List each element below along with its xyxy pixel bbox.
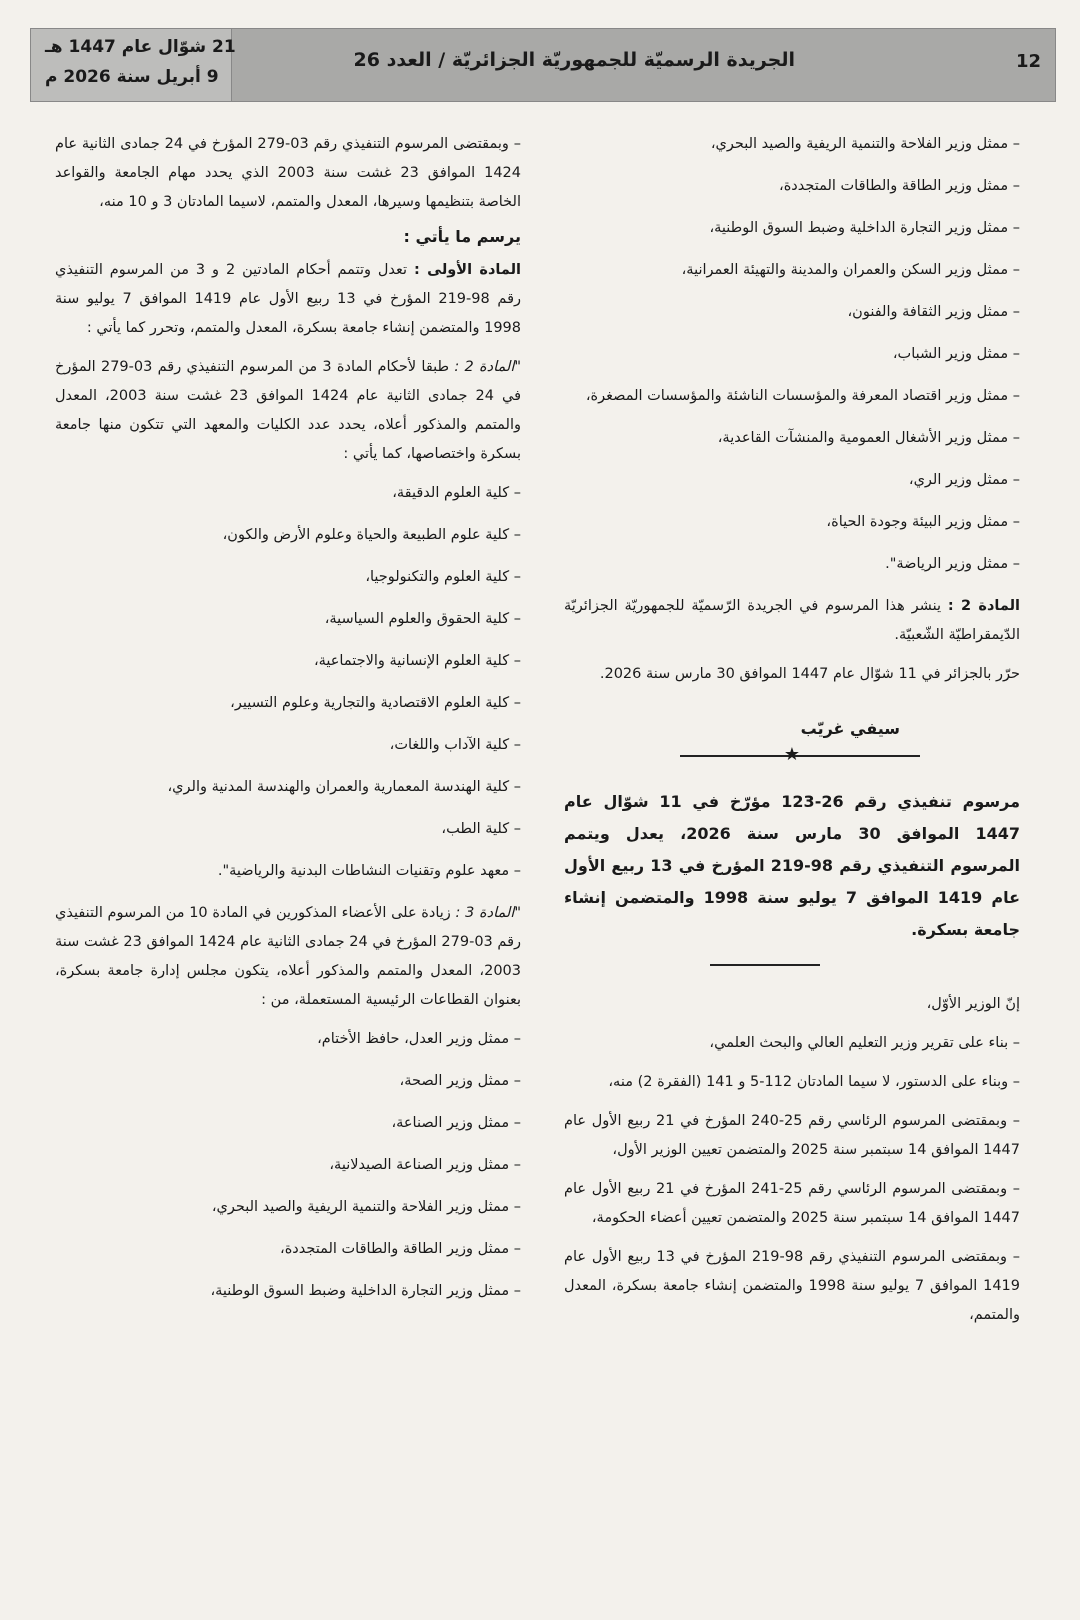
- star-separator: [564, 744, 1020, 768]
- list-item: – ممثل وزير الثقافة والفنون،: [564, 298, 1020, 327]
- separator-line: [680, 755, 920, 757]
- decree-title: مرسوم تنفيذي رقم 26-123 مؤرّخ في 11 شوّال عام 1447 الموافق 30 مارس سنة 2026، يعدل ويتمم المرسوم التنفيذي رقم 98-219 المؤرخ في 13 ربيع الأول عام 1419 الموافق 7 يوليو سنة 1998 والمتضمن إنشاء جامعة بسكرة.: [564, 792, 1021, 939]
- list-item: – ممثل وزير الرياضة".: [564, 550, 1020, 579]
- quoted-article-2: [55, 353, 521, 469]
- article-1-text: تعدل وتتمم أحكام المادتين 2 و 3 من المرسوم التنفيذي رقم 98-219 المؤرخ في 13 ربيع الأول عام 1419 الموافق 7 يوليو سنة 1998 والمتضمن إنشاء جامعة بسكرة، المعدل والمتمم، وتحرر كما يأتي :: [55, 262, 522, 336]
- list-item: – ممثل وزير البيئة وجودة الحياة،: [564, 508, 1020, 537]
- preamble-item: – وبمقتضى المرسوم الرئاسي رقم 25-240 المؤرخ في 21 ربيع الأول عام 1447 الموافق 14 سبتمبر سنة 2025 والمتضمن تعيين الوزير الأول،: [564, 1107, 1020, 1165]
- list-item: – ممثل وزير التجارة الداخلية وضبط السوق الوطنية،: [564, 214, 1020, 243]
- faculty-item: – كلية الحقوق والعلوم السياسية،: [55, 605, 521, 634]
- faculty-item: – كلية الهندسة المعمارية والعمران والهندسة المدنية والري،: [55, 773, 521, 802]
- list-item: – ممثل وزير الأشغال العمومية والمنشآت القاعدية،: [564, 424, 1020, 453]
- member-item: – ممثل وزير الطاقة والطاقات المتجددة،: [55, 1235, 521, 1264]
- left-column: [55, 130, 521, 1319]
- preamble-item: – وبمقتضى المرسوم الرئاسي رقم 25-241 المؤرخ في 21 ربيع الأول عام 1447 الموافق 14 سبتمبر سنة 2025 والمتضمن تعيين أعضاء الحكومة،: [564, 1175, 1020, 1233]
- list-item: – ممثل وزير الري،: [564, 466, 1020, 495]
- date-box: [31, 29, 236, 101]
- article-2-text: ينشر هذا المرسوم في الجريدة الرّسميّة للجمهوريّة الجزائريّة الدّيمقراطيّة الشّعبيّة.: [564, 598, 1020, 643]
- faculty-item: – كلية الطب،: [55, 815, 521, 844]
- page-number: 12: [1015, 51, 1041, 72]
- article-1: [55, 256, 521, 343]
- member-item: – ممثل وزير العدل، حافظ الأختام،: [55, 1025, 521, 1054]
- preamble-item: – وبناء على الدستور، لا سيما المادتان 112-5 و 141 (الفقرة 2) منه،: [564, 1068, 1020, 1097]
- list-item: – ممثل وزير اقتصاد المعرفة والمؤسسات الناشئة والمؤسسات المصغرة،: [564, 382, 1020, 411]
- faculty-item: – معهد علوم وتقنيات النشاطات البدنية والرياضية".: [55, 857, 521, 886]
- list-item: – ممثل وزير الطاقة والطاقات المتجددة،: [564, 172, 1020, 201]
- preamble-item: – وبمقتضى المرسوم التنفيذي رقم 98-219 المؤرخ في 13 ربيع الأول عام 1419 الموافق 7 يوليو سنة 1998 والمتضمن إنشاء جامعة بسكرة، المعدل والمتمم،: [564, 1243, 1020, 1330]
- divider: [710, 964, 820, 966]
- date-gregorian: 9 أبريل سنة 2026 م: [45, 67, 219, 87]
- quoted-article-2-text: طبقا لأحكام المادة 3 من المرسوم التنفيذي رقم 03-279 المؤرخ في 24 جمادى الثانية عام 1424 الموافق 23 غشت سنة 2003، المعدل والمتمم والمذكور أعلاه، يحدد عدد الكليات والمعهد التي تتكون منها جامعة بسكرة واختصاصها، كما يأتي :: [55, 359, 522, 462]
- faculty-item: – كلية الآداب واللغات،: [55, 731, 521, 760]
- gazette-title: الجريدة الرسميّة للجمهوريّة الجزائريّة / العدد 26: [353, 49, 795, 71]
- article-2-label: المادة 2 :: [947, 598, 1020, 614]
- faculty-item: – كلية العلوم الإنسانية والاجتماعية،: [55, 647, 521, 676]
- faculty-item: – كلية العلوم الاقتصادية والتجارية وعلوم التسيير،: [55, 689, 521, 718]
- member-item: – ممثل وزير الفلاحة والتنمية الريفية والصيد البحري،: [55, 1193, 521, 1222]
- faculty-item: – كلية علوم الطبيعة والحياة وعلوم الأرض والكون،: [55, 521, 521, 550]
- member-item: – ممثل وزير الصحة،: [55, 1067, 521, 1096]
- quoted-article-3-label: "المادة 3 :: [455, 905, 521, 921]
- faculty-item: – كلية العلوم الدقيقة،: [55, 479, 521, 508]
- member-item: – ممثل وزير الصناعة،: [55, 1109, 521, 1138]
- done-at: حرّر بالجزائر في 11 شوّال عام 1447 الموافق 30 مارس سنة 2026.: [599, 666, 1020, 682]
- quoted-article-3-text: زيادة على الأعضاء المذكورين في المادة 10 من المرسوم التنفيذي رقم 03-279 المؤرخ في 24 جمادى الثانية عام 1424 الموافق 23 غشت سنة 2003، المعدل والمتمم والمذكور أعلاه، يتكون مجلس إدارة جامعة بسكرة، بعنوان القطاعات الرئيسية المستعملة، من :: [55, 905, 522, 1008]
- article-1-label: المادة الأولى :: [414, 262, 521, 278]
- preamble-item: – وبمقتضى المرسوم التنفيذي رقم 03-279 المؤرخ في 24 جمادى الثانية عام 1424 الموافق 23 غشت سنة 2003 الذي يحدد مهام الجامعة والقواعد الخاصة بتنظيمها وسيرها، المعدل والمتمم، لاسيما المادتان 3 و 10 منه،: [55, 130, 521, 217]
- quoted-article-2-label: "المادة 2 :: [454, 359, 522, 375]
- list-item: – ممثل وزير الفلاحة والتنمية الريفية والصيد البحري،: [564, 130, 1020, 159]
- star-icon: ★: [783, 744, 800, 765]
- faculty-item: – كلية العلوم والتكنولوجيا،: [55, 563, 521, 592]
- member-item: – ممثل وزير الصناعة الصيدلانية،: [55, 1151, 521, 1180]
- signature: سيفي غريّب: [800, 719, 900, 738]
- prime-minister: إنّ الوزير الأوّل،: [926, 996, 1020, 1012]
- member-item: – ممثل وزير التجارة الداخلية وضبط السوق الوطنية،: [55, 1277, 521, 1306]
- right-column: [564, 130, 1020, 1340]
- list-item: – ممثل وزير السكن والعمران والمدينة والتهيئة العمرانية،: [564, 256, 1020, 285]
- article-2: [564, 592, 1020, 650]
- preamble-item: – بناء على تقرير وزير التعليم العالي والبحث العلمي،: [564, 1029, 1020, 1058]
- quoted-article-3: [55, 899, 521, 1015]
- list-item: – ممثل وزير الشباب،: [564, 340, 1020, 369]
- date-hijri: 21 شوّال عام 1447 هـ: [45, 37, 236, 57]
- page-header: [30, 28, 1056, 102]
- decrees-heading: يرسم ما يأتي :: [403, 227, 521, 246]
